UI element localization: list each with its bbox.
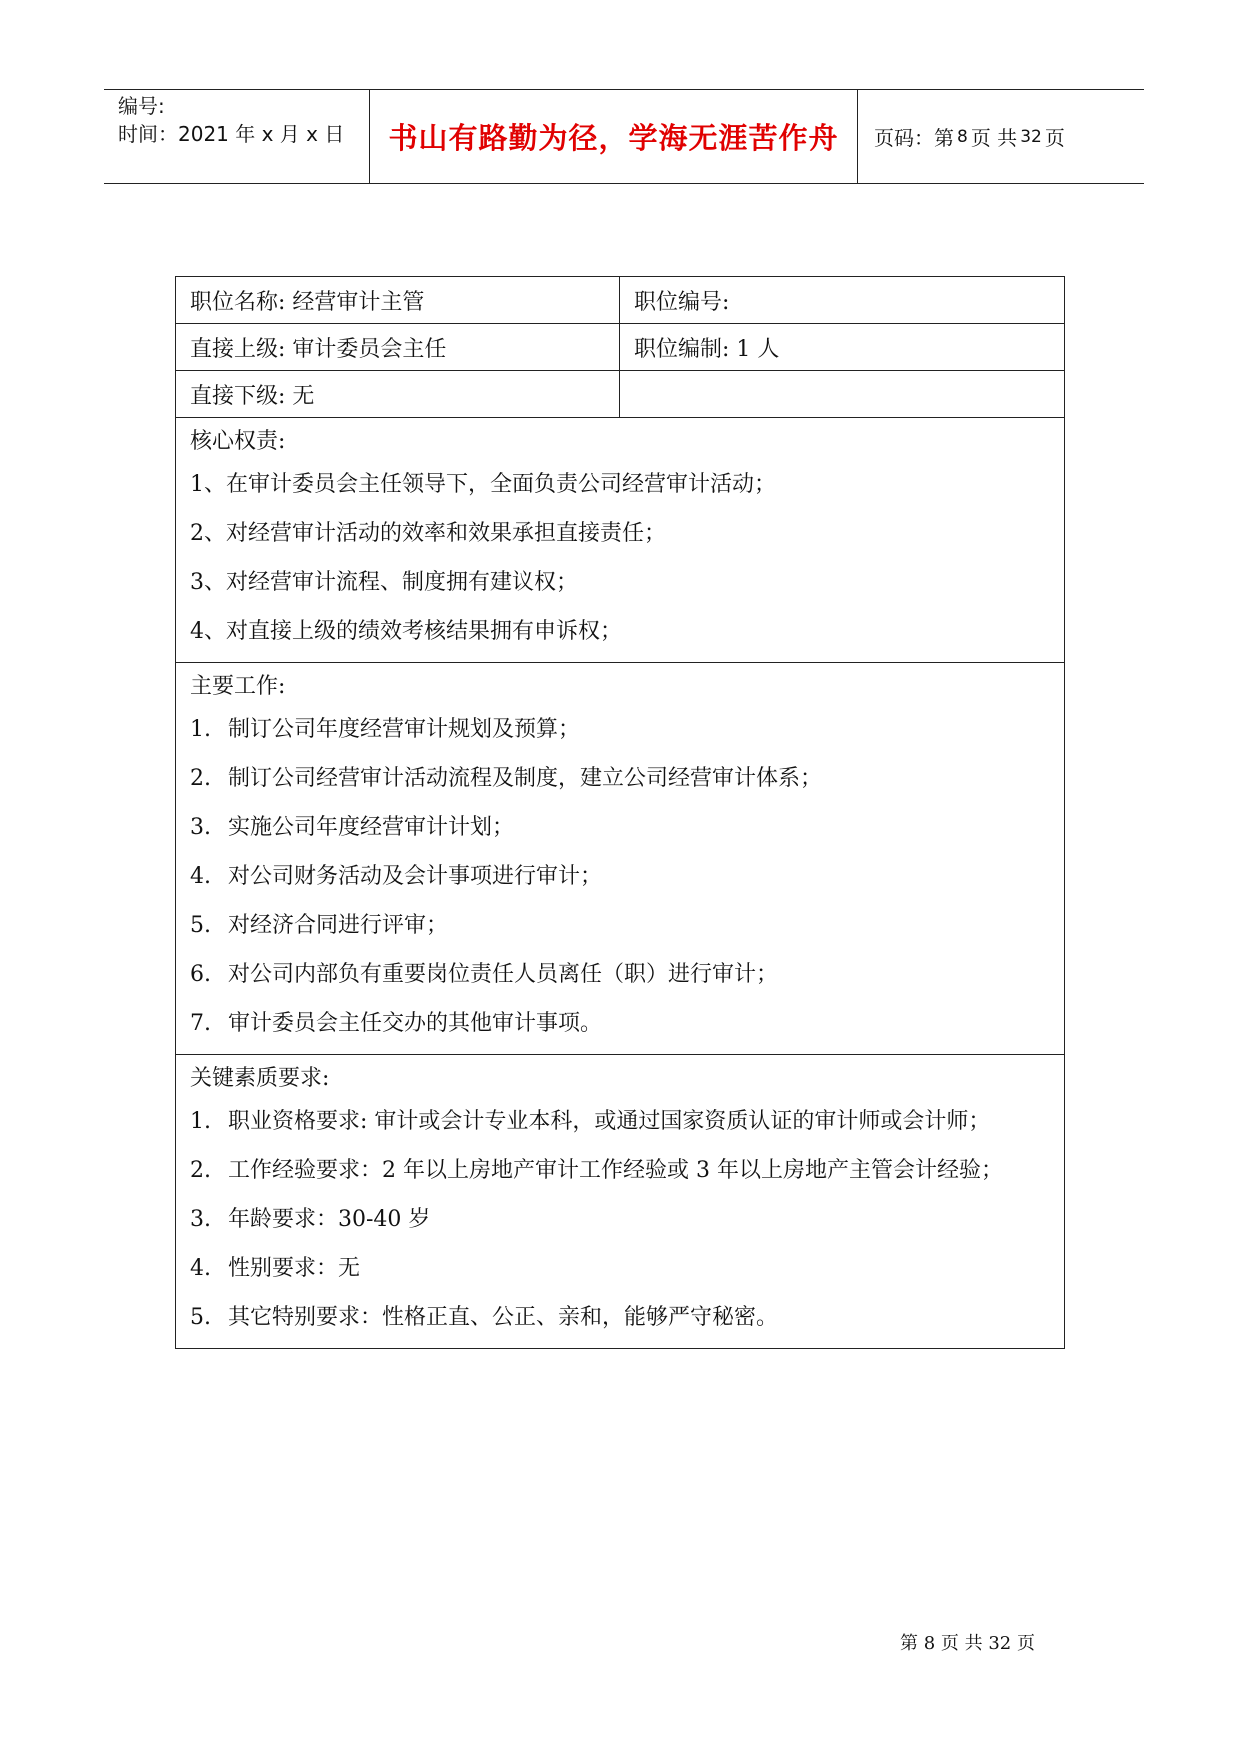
- list-item: [190, 901, 1052, 950]
- list-item: [190, 1097, 1052, 1146]
- table-row: [176, 277, 1064, 324]
- page-total: 32: [1020, 126, 1042, 147]
- position-code-cell: 职位编号:: [634, 289, 730, 315]
- item-text: 对公司财务活动及会计事项进行审计；: [228, 864, 603, 889]
- item-number: 6.: [190, 962, 211, 987]
- header-motto: 书山有路勤为径，学海无涯苦作舟: [388, 121, 839, 155]
- item-text: 对公司内部负有重要岗位责任人员离任（职）进行审计；: [228, 962, 779, 987]
- item-text: 工作经验要求：2 年以上房地产审计工作经验或 3 年以上房地产主管会计经验；: [228, 1158, 1003, 1183]
- list-item: [190, 950, 1052, 999]
- item-number: 5.: [190, 1305, 211, 1330]
- header-meta: [118, 92, 358, 148]
- item-text: 对经济合同进行评审；: [228, 913, 449, 938]
- item-number: 7.: [190, 1011, 211, 1036]
- job-description-table: [175, 276, 1065, 1349]
- item-text: 性别要求：无: [228, 1256, 361, 1281]
- header-time-label: 时间：2021 年 x 月 x 日: [118, 122, 345, 146]
- item-text: 实施公司年度经营审计计划；: [228, 815, 515, 840]
- item-text: 其它特别要求：性格正直、公正、亲和，能够严守秘密。: [228, 1305, 779, 1330]
- position-name-cell: 职位名称: 经营审计主管: [176, 277, 620, 323]
- list-item: [190, 1293, 1052, 1342]
- list-item: [190, 1244, 1052, 1293]
- item-number: 1.: [190, 717, 211, 742]
- item-number: 2.: [190, 766, 211, 791]
- superior-cell: 直接上级: 审计委员会主任: [176, 324, 620, 370]
- header-page-indicator: [874, 90, 1065, 183]
- page-suffix: 页: [1044, 126, 1065, 150]
- item-text: 制订公司经营审计活动流程及制度，建立公司经营审计体系；: [228, 766, 823, 791]
- list-item: [190, 999, 1052, 1048]
- table-row: [176, 371, 1064, 418]
- page-number: 8: [957, 126, 968, 147]
- item-number: 2.: [190, 1158, 211, 1183]
- item-text: 职业资格要求: 审计或会计专业本科，或通过国家资质认证的审计师或会计师；: [228, 1109, 991, 1134]
- header-number-label: 编号:: [118, 94, 165, 118]
- list-item: 1、在审计委员会主任领导下，全面负责公司经营审计活动；: [190, 472, 776, 497]
- page-mid: 页 共: [970, 126, 1018, 150]
- item-number: 1.: [190, 1109, 211, 1134]
- item-text: 年龄要求：30-40 岁: [228, 1207, 431, 1232]
- section-title: 关键素质要求:: [190, 1066, 330, 1091]
- list-item: [190, 803, 1052, 852]
- main-work-section: [176, 663, 1064, 1055]
- item-number: 4.: [190, 1256, 211, 1281]
- table-row: [176, 324, 1064, 371]
- item-number: 4.: [190, 864, 211, 889]
- key-qualities-section: [176, 1055, 1064, 1348]
- item-text: 制订公司年度经营审计规划及预算；: [228, 717, 581, 742]
- subordinate-cell: 直接下级: 无: [176, 371, 620, 417]
- header-divider: [857, 90, 858, 183]
- list-item: [190, 705, 1052, 754]
- item-number: 3.: [190, 1207, 211, 1232]
- list-item: 3、对经营审计流程、制度拥有建议权；: [190, 570, 578, 595]
- list-item: [190, 1195, 1052, 1244]
- item-text: 审计委员会主任交办的其他审计事项。: [228, 1011, 603, 1036]
- list-item: [190, 754, 1052, 803]
- list-item: 4、对直接上级的绩效考核结果拥有申诉权；: [190, 619, 622, 644]
- page-header: [104, 89, 1144, 184]
- empty-cell: [620, 371, 1064, 417]
- core-responsibilities-section: [176, 418, 1064, 663]
- item-number: 5.: [190, 913, 211, 938]
- list-item: 2、对经营审计活动的效率和效果承担直接责任；: [190, 521, 666, 546]
- page-footer: 第 8 页 共 32 页: [900, 1633, 1035, 1654]
- list-item: [190, 1146, 1052, 1195]
- section-title: 核心权责:: [190, 429, 286, 454]
- item-number: 3.: [190, 815, 211, 840]
- list-item: [190, 852, 1052, 901]
- page-prefix: 页码：第: [874, 126, 954, 150]
- section-title: 主要工作:: [190, 674, 286, 699]
- headcount-cell: 职位编制: 1 人: [634, 336, 780, 362]
